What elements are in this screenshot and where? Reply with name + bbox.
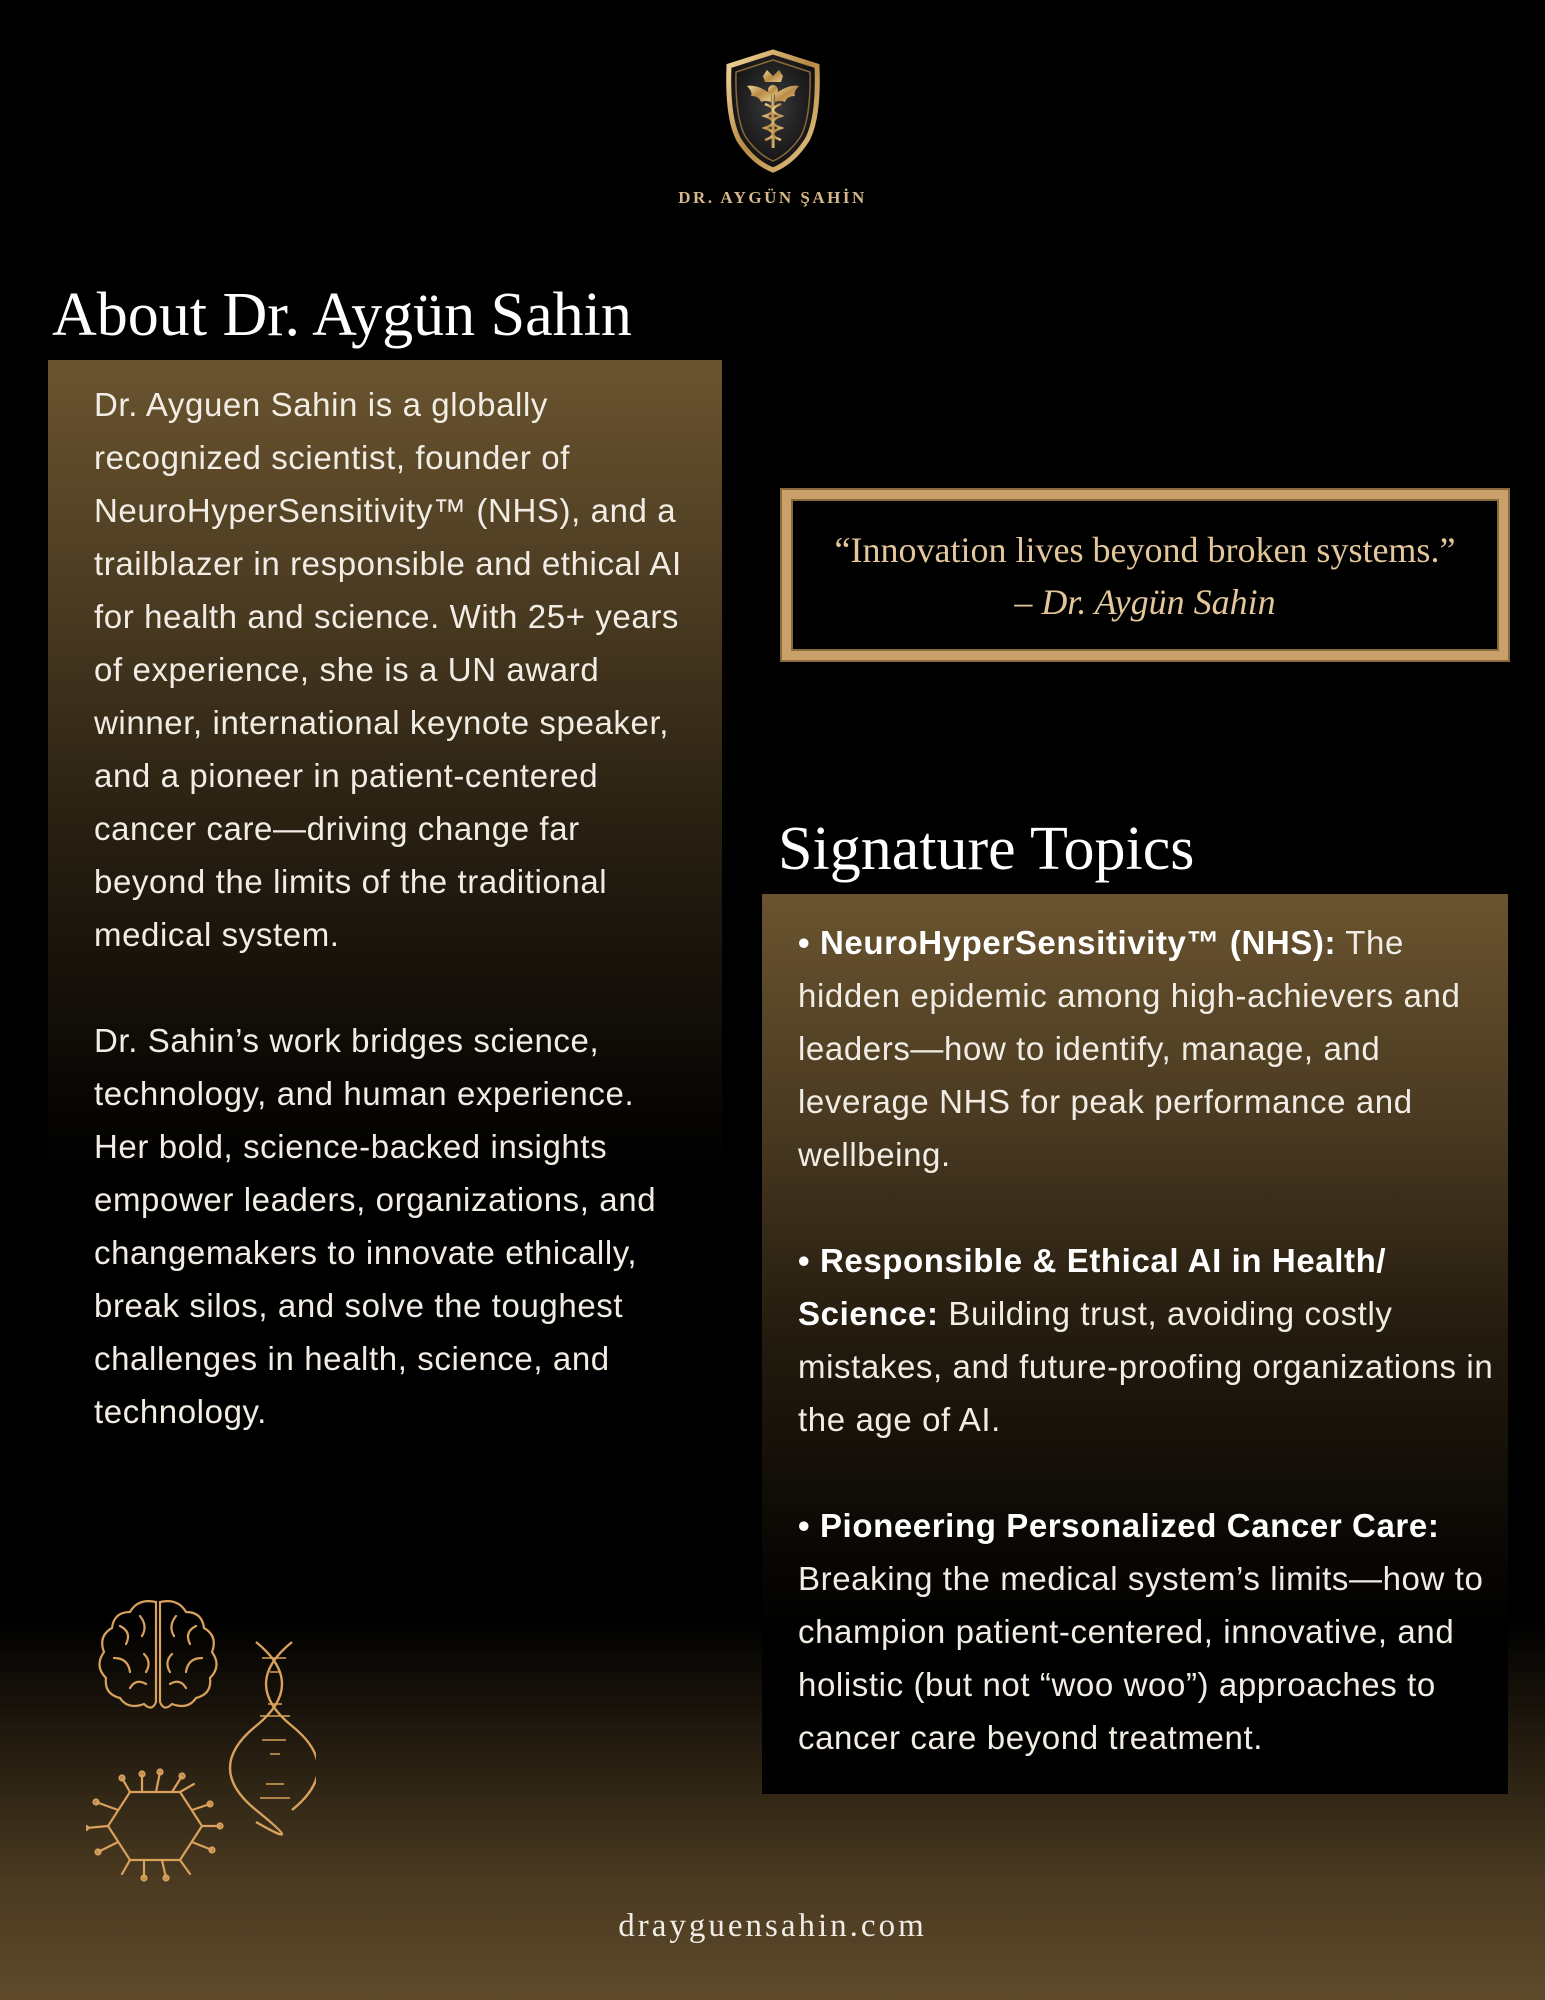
- quote-text: “Innovation lives beyond broken systems.”: [834, 530, 1456, 570]
- brain-icon: [99, 1601, 216, 1707]
- topic-bullet: •: [798, 924, 811, 961]
- topics-list: [798, 916, 1498, 1817]
- about-body: [94, 378, 694, 1491]
- topic-item: [798, 1234, 1498, 1446]
- about-panel: [48, 360, 722, 1430]
- circuit-hexagon-icon: [86, 1770, 223, 1881]
- website-link[interactable]: drayguensahin.com: [618, 1908, 927, 1944]
- topic-item: [798, 916, 1498, 1181]
- topic-title: NeuroHyperSensitivity™ (NHS):: [819, 924, 1337, 961]
- quote-box: [782, 490, 1508, 660]
- quote-author: – Dr. Aygün Sahin: [1014, 582, 1276, 622]
- shield-eagle-caduceus-icon: [721, 48, 825, 174]
- topic-title: Responsible & Ethical AI in Health/ Science:: [798, 1242, 1387, 1332]
- topics-title: Signature Topics: [778, 815, 1195, 883]
- dna-helix-icon: [230, 1642, 316, 1835]
- topics-panel: [762, 894, 1508, 1794]
- about-title: About Dr. Aygün Sahin: [52, 281, 632, 349]
- topic-bullet: •: [798, 1242, 811, 1279]
- topic-item: [798, 1499, 1498, 1764]
- brand-name: DR. AYGÜN ŞAHİN: [678, 188, 867, 207]
- topic-description: Breaking the medical system’s limits—how to champion patient-centered, innovative, and holistic (but not “woo woo”) approaches to cancer care beyond treatment.: [798, 1560, 1484, 1756]
- about-paragraph: Dr. Sahin’s work bridges science, technology, and human experience. Her bold, science-backed insights empower leaders, organizations, and changemakers to innovate ethically, break silos, and solve the toughest challenges in health, science, and technology.: [94, 1022, 657, 1430]
- topic-bullet: •: [798, 1507, 811, 1544]
- brand-logo: [0, 48, 1545, 208]
- topic-title: Pioneering Personalized Cancer Care:: [819, 1507, 1440, 1544]
- topic-description: Building trust, avoiding costly mistakes, and future-proofing organizations in the age of AI.: [798, 1295, 1494, 1438]
- science-illustration: [86, 1592, 316, 1882]
- topic-description: The hidden epidemic among high-achievers and leaders—how to identify, manage, and leverage NHS for peak performance and wellbeing.: [798, 924, 1461, 1173]
- about-paragraph: Dr. Ayguen Sahin is a globally recognized scientist, founder of NeuroHyperSensitivity™ (NHS), and a trailblazer in responsible and ethical AI for health and science. With 25+ years of experience, she is a UN award winner, international keynote speaker, and a pioneer in patient-centered cancer care—driving change far beyond the limits of the traditional medical system.: [94, 386, 682, 953]
